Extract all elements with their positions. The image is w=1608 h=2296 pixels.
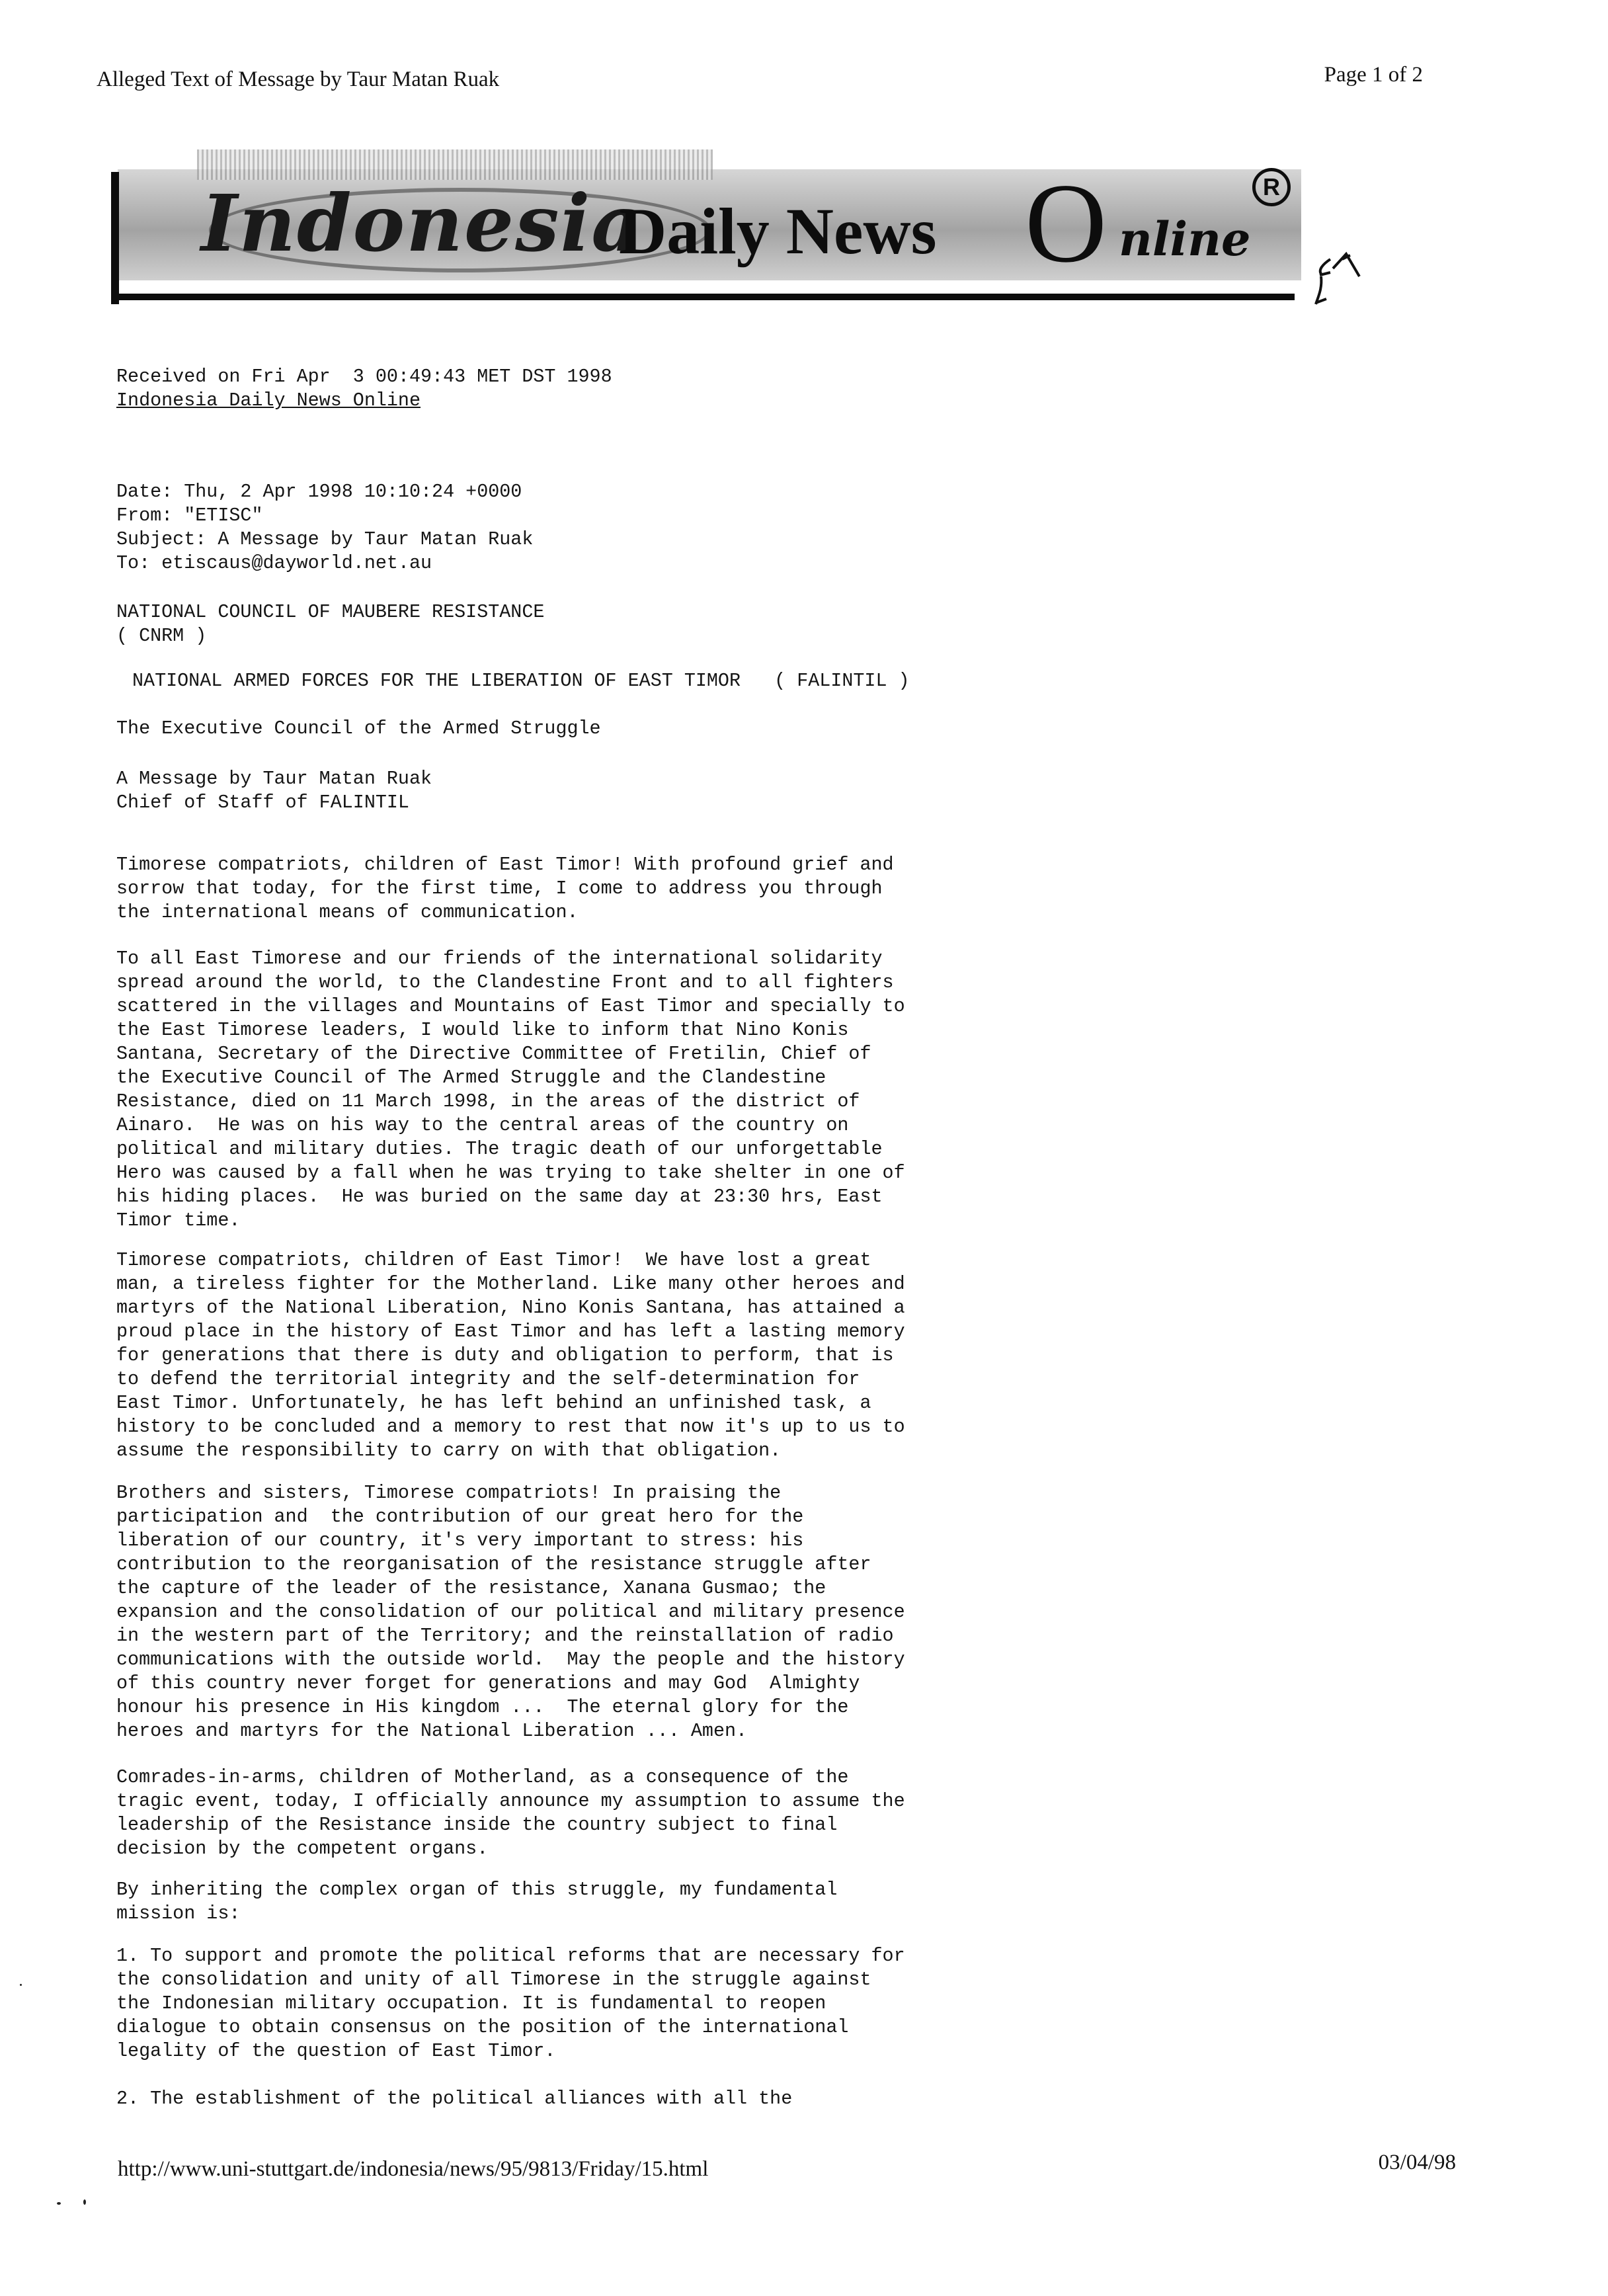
email-date: Date: Thu, 2 Apr 1998 10:10:24 +0000	[116, 481, 522, 503]
email-to: To: etiscaus@dayworld.net.au	[116, 552, 432, 574]
body-paragraph: Comrades-in-arms, children of Motherland, as a consequence of the tragic event, today, I officially announce my assumption to assume the leadership of the Resistance inside the country subject to final decision by the competent organs.	[116, 1766, 905, 1860]
received-source: Indonesia Daily News Online	[116, 390, 421, 411]
masthead-online-initial: O	[1025, 161, 1107, 286]
masthead-texture	[197, 149, 713, 180]
masthead-banner	[111, 149, 1301, 303]
received-line: Received on Fri Apr 3 00:49:43 MET DST 1998	[116, 366, 612, 388]
organization-name: NATIONAL COUNCIL OF MAUBERE RESISTANCE	[116, 601, 545, 623]
mission-item: 2. The establishment of the political alliances with all the	[116, 2088, 793, 2110]
masthead-daily-news: Daily News	[619, 194, 953, 268]
masthead-online-script: nline	[1119, 212, 1251, 266]
body-paragraph: Timorese compatriots, children of East Timor! We have lost a great man, a tireless fighter for the Motherland. Like many other heroes and martyrs of the National Liberation, Nino Konis Santana, has attained a proud place in the history of East Timor and has left a lasting memory for generations that there is duty and obligation to perform, that is to defend the territorial integrity and the self-determination for East Timor. Unfortunately, he has left behind an unfinished task, a history to be concluded and a memory to rest that now it's up to us to assume the responsibility to carry on with that obligation.	[116, 1249, 905, 1461]
email-subject: Subject: A Message by Taur Matan Ruak	[116, 528, 534, 550]
masthead-bottom-rule	[111, 294, 1295, 300]
armed-forces-heading: NATIONAL ARMED FORCES FOR THE LIBERATION OF EAST TIMOR ( FALINTIL )	[132, 670, 910, 692]
message-byline-title: Chief of Staff of FALINTIL	[116, 792, 409, 813]
print-header-title: Alleged Text of Message by Taur Matan Ruak	[97, 67, 500, 91]
organization-abbreviation: ( CNRM )	[116, 625, 207, 647]
body-paragraph: Timorese compatriots, children of East Timor! With profound grief and sorrow that today, for the first time, I come to address you through the international means of communication.	[116, 854, 894, 923]
email-from: From: "ETISC"	[116, 505, 263, 526]
handwritten-annotation-mark	[1313, 250, 1392, 323]
body-paragraph: By inheriting the complex organ of this struggle, my fundamental mission is:	[116, 1879, 838, 1924]
print-footer-date: 03/04/98	[1378, 2151, 1456, 2174]
message-byline: A Message by Taur Matan Ruak	[116, 768, 432, 790]
scan-speck	[20, 1984, 22, 1986]
registered-trademark-icon: R	[1252, 168, 1291, 206]
body-paragraph: To all East Timorese and our friends of the international solidarity spread around the world, to the Clandestine Front and to all fighters scattered in the villages and Mountains of East Timor and specially to the East Timorese leaders, I would like to inform that Nino Konis Santana, Secretary of the Directive Committee of Fretilin, Chief of the Executive Council of The Armed Struggle and the Clandestine Resistance, died on 11 March 1998, in the areas of the district of Ainaro. He was on his way to the central areas of the country on political and military duties. The tragic death of our unforgettable Hero was caused by a fall when he was trying to take shelter in one of his hiding places. He was buried on the same day at 23:30 hrs, East Timor time.	[116, 948, 905, 1231]
body-paragraph: Brothers and sisters, Timorese compatriots! In praising the participation and the contribution of our great hero for the liberation of our country, it's very important to stress: his contribution to the reorganisation of the resistance struggle after the capture of the leader of the resistance, Xanana Gusmao; the expansion and the consolidation of our political and military presence in the western part of the Territory; and the reinstallation of radio communications with the outside world. May the people and the history of this country never forget for generations and may God Almighty honour his presence in His kingdom ... The eternal glory for the heroes and martyrs for the National Liberation ... Amen.	[116, 1482, 905, 1742]
scan-speck	[83, 2199, 86, 2205]
mission-item: 1. To support and promote the political reforms that are necessary for the consolidation and unity of all Timorese in the struggle against the Indonesian military occupation. It is fundamental to reopen dialogue to obtain consensus on the position of the international legality of the question of East Timor.	[116, 1945, 905, 2062]
scan-speck	[57, 2202, 61, 2205]
print-header-page-number: Page 1 of 2	[1324, 63, 1423, 87]
print-footer-url: http://www.uni-stuttgart.de/indonesia/news/95/9813/Friday/15.html	[118, 2157, 709, 2181]
masthead-indonesia-script: Indonesia	[201, 177, 643, 269]
masthead-left-rule	[111, 172, 119, 304]
executive-council-heading: The Executive Council of the Armed Struggle	[116, 718, 601, 739]
